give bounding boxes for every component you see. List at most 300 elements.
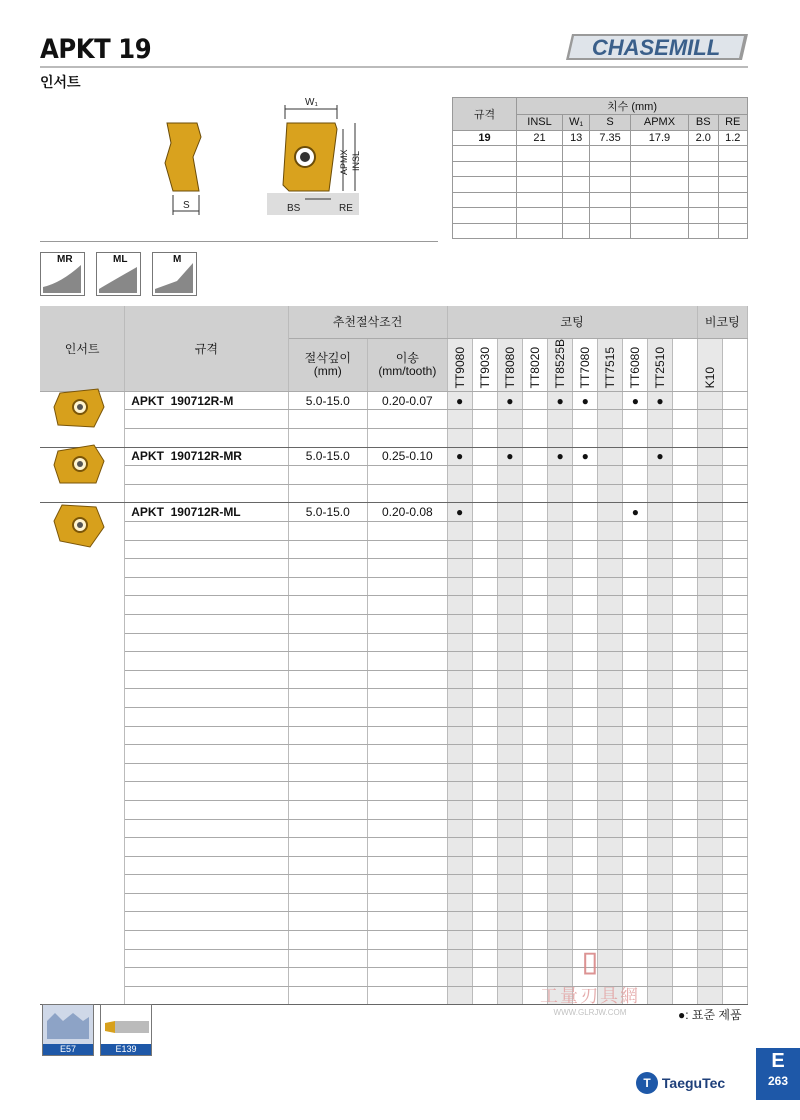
- chasemill-logo: [566, 30, 750, 64]
- table-row-blank: [40, 726, 748, 745]
- grade-cell: [648, 484, 672, 503]
- ref-thumbnail-e139[interactable]: [100, 1004, 152, 1056]
- grade-cell: [648, 522, 672, 541]
- dim-col-header: W₁: [563, 115, 590, 131]
- grade-cell: [497, 856, 522, 875]
- grade-cell: [648, 763, 672, 782]
- grade-cell: [548, 670, 573, 689]
- grade-cell: [522, 559, 547, 578]
- grade-cell: ●: [548, 447, 573, 466]
- grade-cell: [648, 577, 672, 596]
- grade-cell: [522, 856, 547, 875]
- grade-cell: [497, 875, 522, 894]
- grade-cell: [522, 782, 547, 801]
- grade-cell: [623, 726, 648, 745]
- grade-cell: [497, 522, 522, 541]
- grade-cell: [697, 410, 722, 429]
- grade-cell: [447, 893, 472, 912]
- grade-cell: [447, 410, 472, 429]
- table-row-blank: [40, 596, 748, 615]
- grade-cell: [648, 931, 672, 950]
- grade-cell: [548, 559, 573, 578]
- grade-cell: [598, 875, 623, 894]
- grade-cell: [522, 540, 547, 559]
- grade-cell: [573, 800, 598, 819]
- drawing-divider: [40, 241, 438, 242]
- grade-cell: [623, 800, 648, 819]
- grade-cell: [522, 800, 547, 819]
- grade-cell: [648, 745, 672, 764]
- grade-cell: [623, 838, 648, 857]
- insert-cell: [40, 503, 125, 1005]
- grade-cell: [697, 931, 722, 950]
- watermark: ⌷ 工量刃具網 WWW.GLRJW.COM: [540, 948, 640, 1017]
- dim-value: 2.0: [689, 130, 718, 146]
- page-title: APKT 19: [40, 34, 152, 65]
- grade-cell: [472, 522, 497, 541]
- grade-cell: [447, 466, 472, 485]
- grade-cell: [497, 782, 522, 801]
- table-row-blank: [40, 484, 748, 503]
- grade-cell: [472, 466, 497, 485]
- grade-cell: [472, 577, 497, 596]
- grade-cell: [598, 670, 623, 689]
- grade-cell: [697, 540, 722, 559]
- grade-cell: [697, 429, 722, 448]
- grade-cell: [598, 782, 623, 801]
- grade-cell: [623, 447, 648, 466]
- grade-cell: [573, 912, 598, 931]
- grade-cell: [697, 949, 722, 968]
- grade-cell: [573, 466, 598, 485]
- grade-cell: [573, 893, 598, 912]
- table-row-blank: [40, 912, 748, 931]
- grade-cell: [522, 633, 547, 652]
- label-apmx: APMX: [339, 149, 349, 175]
- grade-cell: [447, 522, 472, 541]
- grade-cell: [697, 726, 722, 745]
- dim-value: 1.2: [718, 130, 748, 146]
- grade-cell: [548, 763, 573, 782]
- grade-cell: [573, 410, 598, 429]
- grade-cell: [472, 614, 497, 633]
- feed-value: 0.20-0.07: [368, 391, 448, 410]
- table-row-blank: [40, 931, 748, 950]
- grade-cell: [697, 484, 722, 503]
- grade-cell: [522, 466, 547, 485]
- grade-cell: [648, 856, 672, 875]
- grade-cell: [497, 466, 522, 485]
- table-row-blank: [40, 745, 748, 764]
- dim-col-header: RE: [718, 115, 748, 131]
- grade-cell: [472, 782, 497, 801]
- grade-cell: [697, 707, 722, 726]
- grade-cell: [573, 838, 598, 857]
- label-insl: INSL: [351, 150, 361, 171]
- grade-cell: [573, 856, 598, 875]
- grade-cell: [623, 577, 648, 596]
- grade-cell: [522, 522, 547, 541]
- col-header-insert: 인서트: [40, 306, 125, 391]
- table-row-blank: [40, 968, 748, 987]
- grade-cell: [697, 800, 722, 819]
- section-subtitle: 인서트: [40, 74, 81, 90]
- grade-cell: [623, 819, 648, 838]
- depth-value: 5.0-15.0: [288, 391, 368, 410]
- grade-cell: [598, 522, 623, 541]
- grade-cell: [623, 931, 648, 950]
- table-row-blank: [40, 819, 748, 838]
- grade-cell: [548, 912, 573, 931]
- grade-cell: [447, 707, 472, 726]
- table-row: [40, 447, 748, 466]
- grade-cell: [648, 540, 672, 559]
- grade-cell: [472, 391, 497, 410]
- table-row-blank: [40, 410, 748, 429]
- grade-cell: [573, 782, 598, 801]
- table-row-blank: [40, 838, 748, 857]
- label-w1: W₁: [305, 97, 318, 108]
- table-row-blank: [40, 875, 748, 894]
- grade-cell: [648, 782, 672, 801]
- grade-cell: [548, 800, 573, 819]
- grade-cell: [472, 875, 497, 894]
- table-row-blank: [40, 707, 748, 726]
- grade-cell: [497, 577, 522, 596]
- table-row-blank: [40, 689, 748, 708]
- grade-cell: [623, 763, 648, 782]
- grade-cell: [472, 633, 497, 652]
- feed-value: 0.25-0.10: [368, 447, 448, 466]
- grade-cell: [648, 429, 672, 448]
- grade-cell: [697, 856, 722, 875]
- grade-cell: [548, 893, 573, 912]
- ref-thumbnail-e57[interactable]: [42, 1004, 94, 1056]
- grade-cell: [522, 652, 547, 671]
- grade-cell: [573, 503, 598, 522]
- grade-cell: [598, 745, 623, 764]
- feed-value: 0.20-0.08: [368, 503, 448, 522]
- grade-cell: [472, 689, 497, 708]
- table-row-blank: [40, 577, 748, 596]
- grade-cell: [623, 652, 648, 671]
- grade-cell: [573, 745, 598, 764]
- grade-cell: [522, 763, 547, 782]
- grade-cell: [497, 633, 522, 652]
- grade-cell: ●: [447, 447, 472, 466]
- grade-cell: [648, 410, 672, 429]
- grade-cell: ●: [497, 391, 522, 410]
- grade-cell: [447, 782, 472, 801]
- grade-cell: [447, 968, 472, 987]
- grade-cell: [472, 559, 497, 578]
- grade-cell: [648, 875, 672, 894]
- grade-cell: [697, 689, 722, 708]
- grade-cell: [522, 447, 547, 466]
- grade-cell: [447, 819, 472, 838]
- section-tab: [756, 1048, 800, 1100]
- grade-cell: [648, 466, 672, 485]
- grade-cell: [447, 986, 472, 1005]
- spec-code: APKT 190712R-MR: [125, 447, 288, 466]
- grade-cell: [598, 429, 623, 448]
- table-row-blank: [40, 763, 748, 782]
- dims-header: 치수 (mm): [517, 98, 748, 115]
- grade-cell: [472, 912, 497, 931]
- dim-col-header: INSL: [517, 115, 563, 131]
- spec-col-header: 규격: [453, 98, 517, 131]
- grade-cell: [697, 466, 722, 485]
- insert-image-mr: [50, 441, 110, 489]
- grade-cell: [548, 875, 573, 894]
- grade-cell: [497, 763, 522, 782]
- grade-cell: [623, 410, 648, 429]
- table-row-blank: [40, 782, 748, 801]
- grade-header: TT6080: [623, 338, 648, 391]
- grade-cell: [648, 819, 672, 838]
- grade-cell: [648, 503, 672, 522]
- grade-cell: [648, 949, 672, 968]
- grade-cell: [648, 707, 672, 726]
- grade-cell: [548, 466, 573, 485]
- grade-cell: [573, 707, 598, 726]
- grade-cell: [623, 745, 648, 764]
- grade-cell: [472, 949, 497, 968]
- logo-text: CHASEMILL: [591, 35, 721, 60]
- grade-cell: [697, 559, 722, 578]
- grade-cell: [573, 559, 598, 578]
- dim-value: 7.35: [590, 130, 631, 146]
- grade-cell: [472, 503, 497, 522]
- grade-cell: [497, 559, 522, 578]
- grade-cell: [472, 447, 497, 466]
- grade-cell: [697, 875, 722, 894]
- grade-cell: [697, 893, 722, 912]
- grade-cell: [548, 503, 573, 522]
- grade-cell: [623, 893, 648, 912]
- geometry-chip-m: M: [152, 252, 197, 296]
- label-re: RE: [339, 203, 353, 214]
- table-row-blank: [40, 466, 748, 485]
- grade-cell: [522, 614, 547, 633]
- geometry-chip-mr: MR: [40, 252, 85, 296]
- label-s: S: [183, 200, 190, 211]
- grade-cell: [573, 689, 598, 708]
- grade-cell: [447, 559, 472, 578]
- grade-cell: [648, 614, 672, 633]
- grade-cell: [573, 670, 598, 689]
- grade-cell: [497, 410, 522, 429]
- dim-col-header: BS: [689, 115, 718, 131]
- grade-cell: [623, 484, 648, 503]
- grade-cell: [598, 912, 623, 931]
- dim-col-header: APMX: [630, 115, 688, 131]
- table-row-blank: [40, 949, 748, 968]
- grade-cell: [548, 931, 573, 950]
- grade-cell: ●: [447, 503, 472, 522]
- grade-cell: [447, 670, 472, 689]
- grade-cell: [522, 429, 547, 448]
- grade-cell: [697, 986, 722, 1005]
- grade-cell: [623, 782, 648, 801]
- table-row-blank: [40, 893, 748, 912]
- grade-cell: [573, 763, 598, 782]
- grade-cell: [548, 745, 573, 764]
- grade-cell: [497, 503, 522, 522]
- grade-cell: [447, 596, 472, 615]
- grade-cell: [497, 949, 522, 968]
- grade-cell: [697, 670, 722, 689]
- grade-cell: [648, 838, 672, 857]
- table-row-blank: [40, 429, 748, 448]
- insert-dimension-drawing: [155, 95, 375, 220]
- grade-cell: [497, 912, 522, 931]
- grade-cell: [447, 856, 472, 875]
- grade-cell: [697, 503, 722, 522]
- grade-cell: [522, 893, 547, 912]
- grade-cell: [648, 689, 672, 708]
- grade-cell: [497, 429, 522, 448]
- grade-cell: [697, 763, 722, 782]
- grade-cell: [548, 856, 573, 875]
- grade-cell: [573, 429, 598, 448]
- grade-cell: [522, 875, 547, 894]
- grade-cell: [548, 652, 573, 671]
- col-header-feed: 이송 (mm/tooth): [368, 338, 448, 391]
- grade-cell: [697, 596, 722, 615]
- dim-value: 21: [517, 130, 563, 146]
- grade-cell: [623, 522, 648, 541]
- grade-cell: [648, 652, 672, 671]
- grade-cell: [598, 503, 623, 522]
- brand-logo: T TaeguTec: [636, 1072, 725, 1094]
- grade-cell: [522, 726, 547, 745]
- header-rule: [40, 66, 748, 68]
- grade-cell: ●: [548, 391, 573, 410]
- grade-cell: [472, 670, 497, 689]
- table-row-blank: [40, 652, 748, 671]
- grade-header: TT8020: [522, 338, 547, 391]
- spec-code: APKT 190712R-ML: [125, 503, 288, 522]
- grade-cell: [447, 745, 472, 764]
- grade-cell: [598, 540, 623, 559]
- grade-cell: [573, 484, 598, 503]
- table-row-blank: [40, 559, 748, 578]
- grade-cell: [598, 410, 623, 429]
- grade-cell: [472, 707, 497, 726]
- grade-cell: [522, 707, 547, 726]
- grade-cell: [697, 652, 722, 671]
- grade-cell: [598, 893, 623, 912]
- grade-cell: [497, 838, 522, 857]
- table-row-blank: [40, 670, 748, 689]
- grade-cell: [548, 596, 573, 615]
- grade-cell: [573, 875, 598, 894]
- grade-cell: [648, 633, 672, 652]
- grade-cell: ●: [648, 391, 672, 410]
- grade-cell: [598, 838, 623, 857]
- grade-cell: [598, 633, 623, 652]
- grade-cell: [648, 893, 672, 912]
- grade-cell: [573, 652, 598, 671]
- grade-cell: [697, 782, 722, 801]
- grade-cell: [598, 447, 623, 466]
- grade-cell: [598, 484, 623, 503]
- grade-cell: [447, 912, 472, 931]
- grade-cell: [648, 670, 672, 689]
- grade-cell: [497, 986, 522, 1005]
- grade-cell: [497, 726, 522, 745]
- grade-cell: [648, 800, 672, 819]
- grade-cell: [472, 652, 497, 671]
- grade-cell: [522, 484, 547, 503]
- grade-cell: [497, 670, 522, 689]
- grade-cell: [522, 391, 547, 410]
- grade-cell: [548, 633, 573, 652]
- grade-cell: [522, 503, 547, 522]
- grade-cell: [447, 800, 472, 819]
- grade-cell: [472, 931, 497, 950]
- grade-cell: [548, 614, 573, 633]
- grade-cell: [598, 559, 623, 578]
- grade-cell: [697, 745, 722, 764]
- grade-cell: [548, 726, 573, 745]
- grade-cell: [548, 689, 573, 708]
- grade-cell: [598, 596, 623, 615]
- grade-cell: [648, 912, 672, 931]
- grade-cell: [623, 875, 648, 894]
- grade-cell: [573, 522, 598, 541]
- grade-cell: [472, 819, 497, 838]
- grade-cell: [497, 652, 522, 671]
- grade-cell: [447, 838, 472, 857]
- grade-cell: ●: [573, 391, 598, 410]
- grade-cell: [472, 968, 497, 987]
- grade-cell: [648, 596, 672, 615]
- grade-cell: [573, 540, 598, 559]
- grade-cell: [497, 707, 522, 726]
- grade-cell: [598, 931, 623, 950]
- grade-cell: [548, 838, 573, 857]
- grade-cell: [447, 875, 472, 894]
- grade-cell: [697, 391, 722, 410]
- col-header-conditions: 추천절삭조건: [288, 306, 447, 338]
- grade-cell: [573, 931, 598, 950]
- grade-cell: [522, 819, 547, 838]
- grade-cell: [497, 540, 522, 559]
- grade-cell: [472, 726, 497, 745]
- grade-cell: [697, 447, 722, 466]
- grade-cell: [497, 614, 522, 633]
- dim-col-header: S: [590, 115, 631, 131]
- grade-cell: ●: [648, 447, 672, 466]
- uncoated-grade-header: K10: [697, 338, 722, 391]
- grade-cell: [447, 763, 472, 782]
- grade-cell: [472, 745, 497, 764]
- grade-cell: [623, 912, 648, 931]
- spec-row-name: 19: [453, 130, 517, 146]
- grade-cell: [522, 931, 547, 950]
- insert-image-ml: [50, 499, 110, 551]
- grade-cell: [623, 856, 648, 875]
- insert-image-m: [50, 385, 110, 433]
- grade-cell: [522, 596, 547, 615]
- grade-cell: ●: [623, 503, 648, 522]
- grade-cell: [472, 763, 497, 782]
- grade-cell: [623, 614, 648, 633]
- grade-cell: [497, 596, 522, 615]
- grade-cell: [497, 968, 522, 987]
